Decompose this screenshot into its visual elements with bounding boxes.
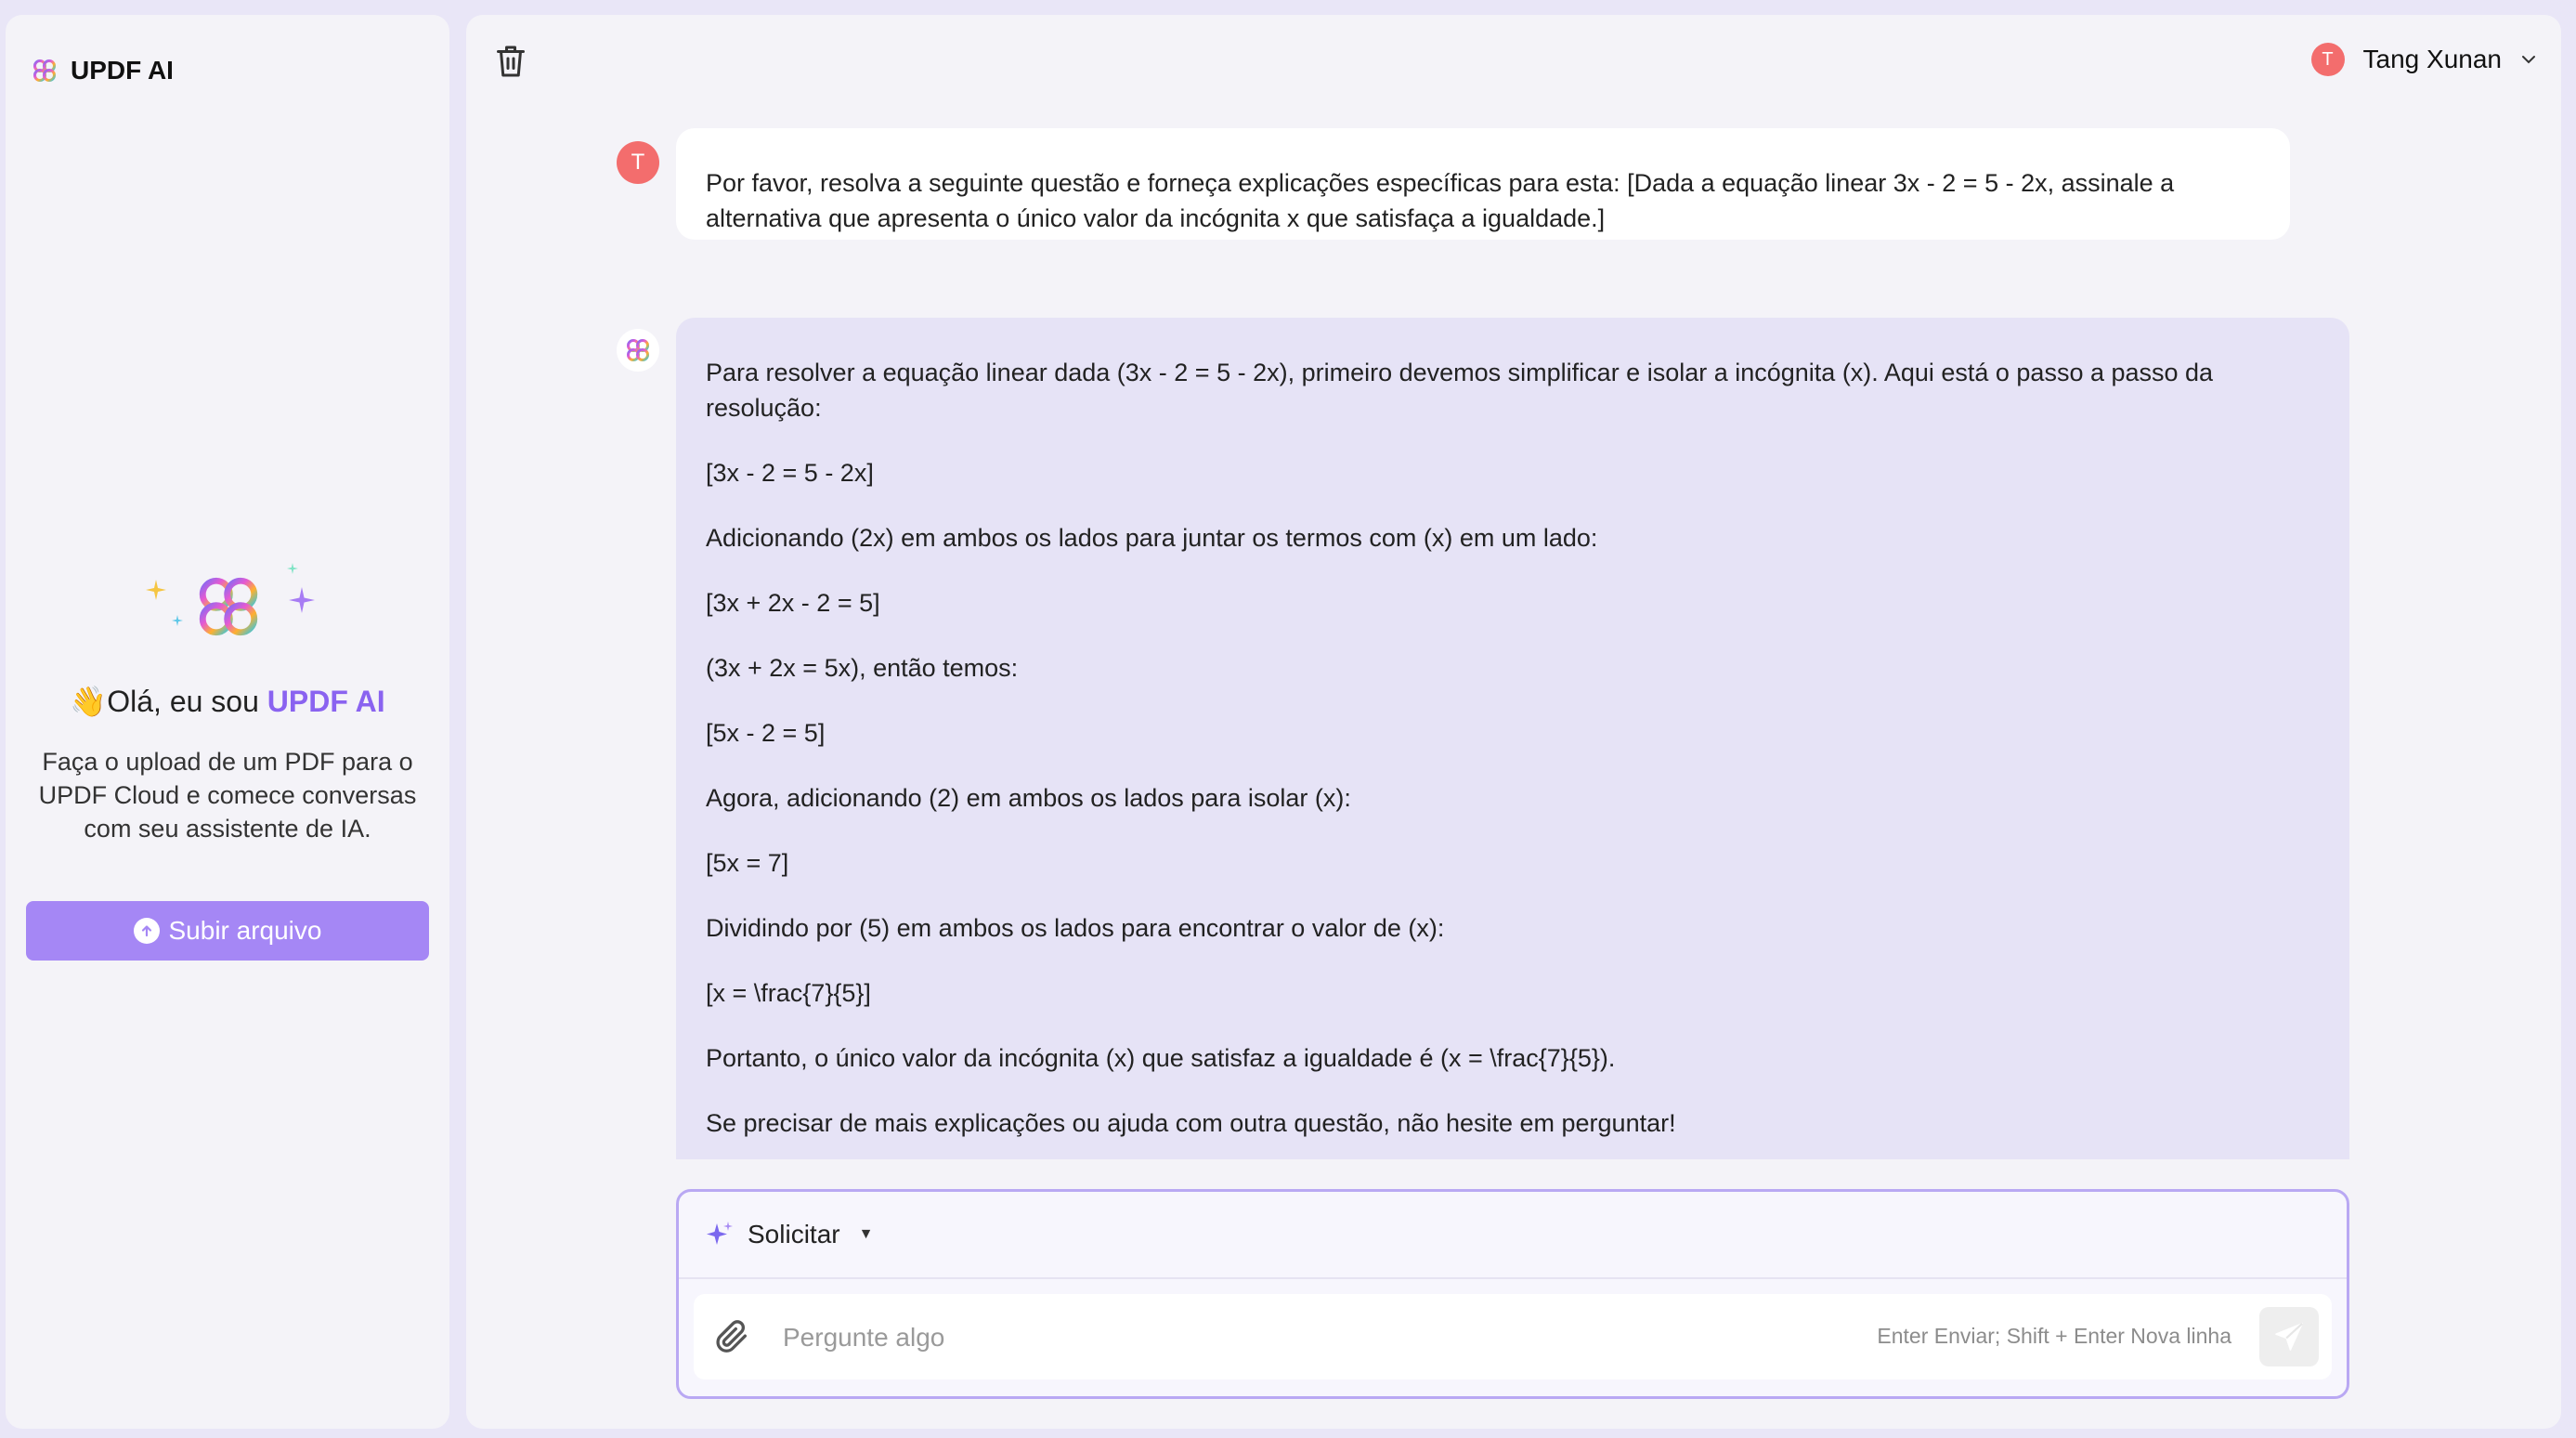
question-input[interactable] <box>781 1313 1713 1363</box>
ai-message-paragraph: [x = \frac{7}{5}] <box>706 979 871 1007</box>
keyboard-hint: Enter Enviar; Shift + Enter Nova linha <box>1877 1324 2231 1348</box>
user-message-avatar: T <box>617 141 659 184</box>
prompt-dropdown[interactable] <box>705 1220 873 1249</box>
ai-message-paragraph: [3x - 2 = 5 - 2x] <box>706 459 874 487</box>
chat-area <box>466 15 2561 1429</box>
paperclip-icon[interactable] <box>714 1318 751 1355</box>
updf-logo-icon <box>32 58 58 84</box>
sparkle-icon <box>287 563 298 574</box>
ai-message-paragraph: Dividindo por (5) em ambos os lados para encontrar o valor de (x): <box>706 914 1445 942</box>
prompt-label: Solicitar <box>748 1220 840 1248</box>
sidebar <box>6 15 449 1429</box>
upload-file-label: Subir arquivo <box>168 916 322 945</box>
sparkle-icon <box>289 587 315 613</box>
brand <box>32 56 174 85</box>
ai-message-paragraph: (3x + 2x = 5x), então temos: <box>706 654 1019 682</box>
hero-logo <box>116 563 339 665</box>
welcome-panel <box>6 563 449 845</box>
user-message: Por favor, resolva a seguinte questão e forneça explicações específicas para esta: [Dada a equação linear 3x - 2 = 5 - 2x, assinale a alternativa que apresenta o único valor da incógnita x que satisfaça a igualdade.] <box>676 128 2290 240</box>
greeting-text: 👋Olá, eu sou <box>70 685 267 718</box>
chevron-down-icon <box>2520 54 2537 65</box>
ai-message-paragraph: [3x + 2x - 2 = 5] <box>706 589 880 617</box>
ai-message-paragraph: [5x - 2 = 5] <box>706 719 826 747</box>
ai-message-paragraph: Adicionando (2x) em ambos os lados para juntar os termos com (x) em um lado: <box>706 524 1598 552</box>
greeting <box>6 684 449 719</box>
user-name: Tang Xunan <box>2362 45 2502 73</box>
sparkle-icon <box>146 580 166 600</box>
sparkle-icon <box>172 615 183 626</box>
ai-message-paragraph: Agora, adicionando (2) em ambos os lados para isolar (x): <box>706 784 1351 812</box>
avatar: T <box>2311 43 2345 76</box>
brand-name: UPDF AI <box>71 56 174 85</box>
ai-message-paragraph: [5x = 7] <box>706 849 789 877</box>
upload-arrow-icon <box>134 918 160 944</box>
input-container <box>694 1294 2332 1379</box>
caret-down-icon: ▼ <box>858 1226 874 1242</box>
updf-ai-logo-icon <box>194 572 263 641</box>
upload-file-button[interactable] <box>26 901 429 961</box>
upload-description: Faça o upload de um PDF para o UPDF Cloud e comece conversas com seu assistente de IA. <box>38 748 417 843</box>
send-button[interactable] <box>2259 1307 2319 1366</box>
sparkle-icon <box>705 1220 735 1249</box>
ai-message-paragraph: Para resolver a equação linear dada (3x - 2 = 5 - 2x), primeiro devemos simplificar e isolar a incógnita (x). Aqui está o passo a passo da resolução: <box>706 359 2214 422</box>
updf-logo-icon <box>625 337 651 363</box>
send-icon <box>2273 1321 2305 1353</box>
ai-avatar <box>617 329 659 372</box>
ai-message <box>676 318 2349 1159</box>
user-menu[interactable] <box>2311 43 2537 76</box>
greeting-highlight: UPDF AI <box>267 685 385 718</box>
divider <box>679 1277 2347 1279</box>
ai-message-paragraph: Se precisar de mais explicações ou ajuda com outra questão, não hesite em perguntar! <box>706 1109 1676 1137</box>
composer <box>676 1189 2349 1399</box>
trash-icon[interactable] <box>494 43 527 80</box>
ai-message-paragraph: Portanto, o único valor da incógnita (x) que satisfaz a igualdade é (x = \frac{7}{5}). <box>706 1044 1616 1072</box>
